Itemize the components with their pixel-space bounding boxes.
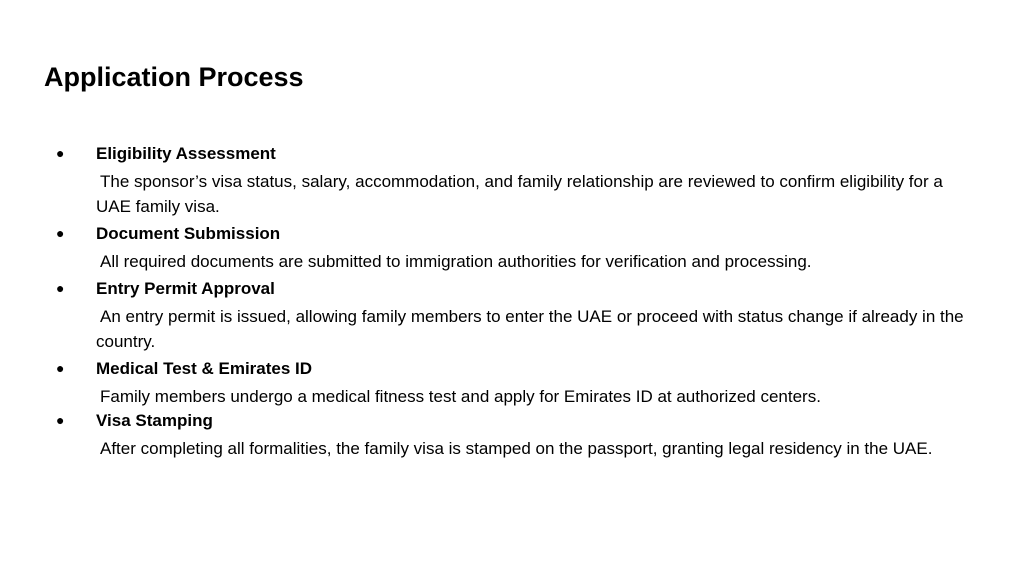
bullet-icon: ● bbox=[56, 280, 65, 296]
bullet-icon: ● bbox=[56, 225, 65, 241]
item-title: Document Submission bbox=[96, 224, 281, 243]
item-title: Eligibility Assessment bbox=[96, 144, 276, 163]
item-description: All required documents are submitted to immigration authorities for verification and processing. bbox=[100, 252, 812, 271]
item-description: After completing all formalities, the family visa is stamped on the passport, granting legal residency in the UAE. bbox=[100, 439, 933, 458]
bullet-icon: ● bbox=[56, 412, 65, 428]
bullet-icon: ● bbox=[56, 145, 65, 161]
bullet-icon: ● bbox=[56, 360, 65, 376]
item-title: Entry Permit Approval bbox=[96, 279, 275, 298]
item-title: Visa Stamping bbox=[96, 411, 213, 430]
item-description: The sponsor’s visa status, salary, accommodation, and family relationship are reviewed to confirm eligibility for a UAE family visa. bbox=[96, 172, 943, 216]
item-title: Medical Test & Emirates ID bbox=[96, 359, 313, 378]
item-description: An entry permit is issued, allowing family members to enter the UAE or proceed with status change if already in the country. bbox=[96, 307, 964, 351]
item-description: Family members undergo a medical fitness test and apply for Emirates ID at authorized centers. bbox=[100, 387, 821, 406]
page-title: Application Process bbox=[44, 62, 304, 92]
